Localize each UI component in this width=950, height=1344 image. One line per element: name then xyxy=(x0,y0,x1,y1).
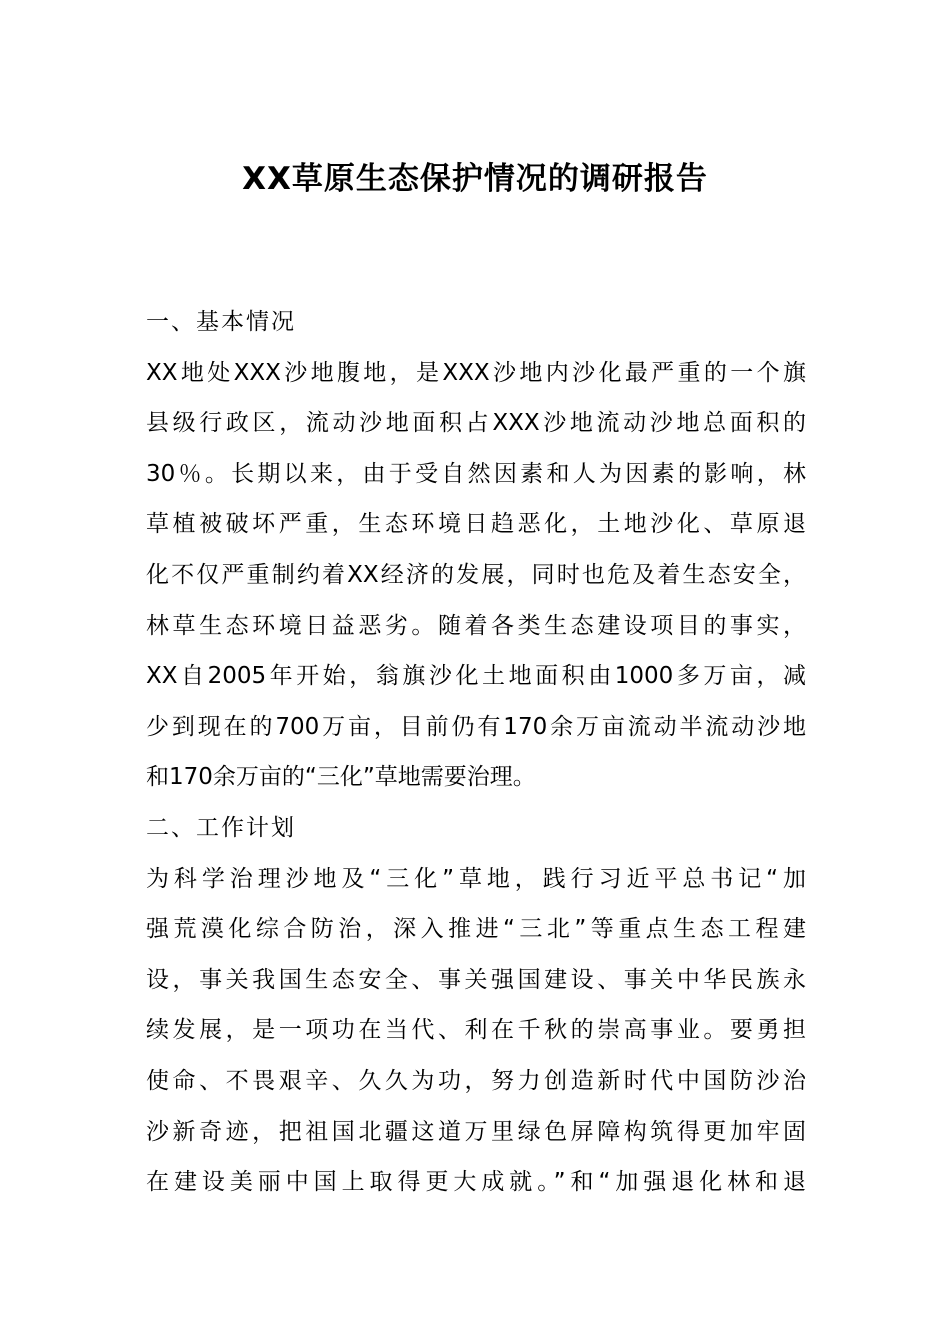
section-heading-basic-situation: 一、基本情况 xyxy=(146,309,296,335)
paragraph-line: 30％。长期以来，由于受自然因素和人为因素的影响，林 xyxy=(146,460,806,487)
paragraph-line: 在建设美丽中国上取得更大成就。”和“加强退化林和退 xyxy=(146,1169,806,1196)
paragraph-line: 沙新奇迹，把祖国北疆这道万里绿色屏障构筑得更加牢固 xyxy=(146,1118,806,1145)
paragraph-line: 使命、不畏艰辛、久久为功，努力创造新时代中国防沙治 xyxy=(146,1067,806,1094)
paragraph-line: 为科学治理沙地及“三化”草地，践行习近平总书记“加 xyxy=(146,865,806,892)
paragraph-line: 草植被破坏严重，生态环境日趋恶化，土地沙化、草原退 xyxy=(146,511,806,538)
paragraph-line: 续发展，是一项功在当代、利在千秋的崇高事业。要勇担 xyxy=(146,1017,806,1044)
paragraph-line: 和170余万亩的“三化”草地需要治理。 xyxy=(146,764,536,791)
document-body xyxy=(146,297,806,1208)
paragraph-line: XX自2005年开始，翁旗沙化土地面积由1000多万亩，减 xyxy=(146,663,806,690)
paragraph-line: 设，事关我国生态安全、事关强国建设、事关中华民族永 xyxy=(146,966,806,993)
document-title: XX草原生态保护情况的调研报告 xyxy=(242,161,708,197)
paragraph-line: 少到现在的700万亩，目前仍有170余万亩流动半流动沙地 xyxy=(146,713,806,740)
paragraph-line: 强荒漠化综合防治，深入推进“三北”等重点生态工程建 xyxy=(146,916,806,943)
paragraph-line: 县级行政区，流动沙地面积占XXX沙地流动沙地总面积的 xyxy=(146,410,806,437)
section-heading-work-plan: 二、工作计划 xyxy=(146,814,296,841)
paragraph-line: 化不仅严重制约着XX经济的发展，同时也危及着生态安全， xyxy=(146,561,806,588)
paragraph-line: XX地处XXX沙地腹地，是XXX沙地内沙化最严重的一个旗 xyxy=(146,359,806,386)
paragraph-line: 林草生态环境日益恶劣。随着各类生态建设项目的事实， xyxy=(146,612,806,639)
